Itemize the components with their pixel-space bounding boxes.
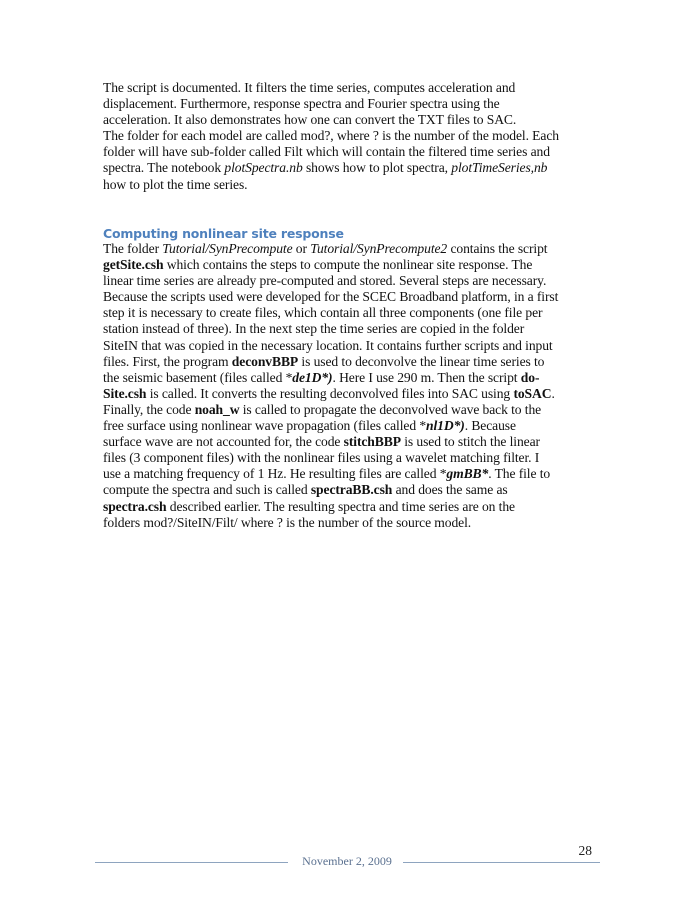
text-line: displacement. Furthermore, response spectra and Fourier spectra using the — [103, 96, 500, 112]
text-line — [103, 482, 603, 498]
text-run: described earlier. The resulting spectra and time series are on the — [166, 498, 515, 514]
text-line — [103, 370, 603, 386]
text-run: is used to deconvolve the linear time series to — [298, 353, 545, 369]
text-line — [103, 354, 603, 370]
text-line — [103, 402, 603, 418]
text-run: is called to propagate the deconvolved wave back to the — [239, 401, 542, 417]
text-line: linear time series are already pre-computed and stored. Several steps are necessary. — [103, 273, 547, 289]
text-run: or — [292, 241, 311, 256]
footer-rule-right — [403, 862, 600, 863]
text-line — [103, 434, 603, 450]
section-heading: Computing nonlinear site response — [103, 226, 344, 241]
text-line — [103, 241, 603, 257]
folder-path: Tutorial/SynPrecompute2 — [310, 241, 448, 256]
script-name: spectraBB.csh — [310, 482, 393, 498]
text-run: files. First, the program — [103, 353, 232, 369]
text-run: spectra. The notebook — [103, 160, 225, 176]
file-pattern: gmBB* — [446, 466, 489, 482]
text-run: surface wave are not accounted for, the code — [103, 434, 344, 450]
text-run: the seismic basement (files called * — [103, 369, 293, 385]
text-run: . The file to — [488, 466, 551, 482]
paragraph-nonlinear-site-response — [103, 241, 603, 531]
text-run: The folder — [103, 241, 163, 256]
file-pattern: nl1D*) — [426, 418, 465, 434]
text-line: station instead of three). In the next step the time series are copied in the folder — [103, 321, 525, 337]
text-run: and does the same as — [392, 482, 508, 498]
text-run: . Here I use 290 m. Then the script — [332, 369, 521, 385]
text-line: how to plot the time series. — [103, 176, 248, 192]
text-line: SiteIN that was copied in the necessary location. It contains further scripts and input — [103, 337, 553, 353]
script-name: do- — [520, 369, 540, 385]
text-line: The folder for each model are called mod?, where ? is the number of the model. Each — [103, 128, 559, 144]
script-name: getSite.csh — [103, 257, 164, 273]
script-name: Site.csh — [103, 385, 147, 401]
text-line — [103, 466, 603, 482]
text-run: is used to stitch the linear — [400, 434, 540, 450]
text-run: . Because — [464, 418, 516, 434]
text-run: . — [551, 385, 555, 401]
text-run: free surface using nonlinear wave propagation (files called * — [103, 418, 427, 434]
text-run: compute the spectra and such is called — [103, 482, 311, 498]
paragraph-script-description — [103, 80, 603, 193]
program-name: stitchBBP — [343, 434, 401, 450]
text-line — [103, 257, 603, 273]
footer-date: November 2, 2009 — [302, 854, 392, 868]
text-line — [103, 418, 603, 434]
text-run: use a matching frequency of 1 Hz. He resulting files are called * — [103, 466, 447, 482]
text-line: folders mod?/SiteIN/Filt/ where ? is the number of the source model. — [103, 514, 472, 530]
text-line: step it is necessary to create files, which contain all three components (one file per — [103, 305, 543, 321]
script-name: spectra.csh — [103, 498, 167, 514]
text-line: The script is documented. It filters the time series, computes acceleration and — [103, 80, 516, 95]
text-line: files (3 component files) with the nonlinear files using a wavelet matching filter. I — [103, 450, 540, 466]
program-name: toSAC — [513, 385, 552, 401]
text-run: which contains the steps to compute the nonlinear site response. The — [163, 257, 533, 273]
footer-rule-left — [95, 862, 288, 863]
text-line: folder will have sub-folder called Filt which will contain the filtered time series and — [103, 144, 550, 160]
page-footer — [95, 840, 600, 880]
file-pattern: de1D*) — [292, 369, 333, 385]
notebook-name-plottimeseries: plotTimeSeries,nb — [451, 160, 548, 176]
folder-path: Tutorial/SynPrecompute — [162, 241, 293, 256]
text-run: Finally, the code — [103, 401, 195, 417]
text-line: acceleration. It also demonstrates how one can convert the TXT files to SAC. — [103, 112, 517, 128]
text-line — [103, 160, 603, 176]
text-run: is called. It converts the resulting deconvolved files into SAC using — [146, 385, 514, 401]
text-line: Because the scripts used were developed for the SCEC Broadband platform, in a first — [103, 289, 559, 305]
notebook-name-plotspectra: plotSpectra.nb — [224, 160, 303, 176]
text-line — [103, 386, 603, 402]
page-number: 28 — [578, 843, 592, 858]
text-line — [103, 499, 603, 515]
program-name: noah_w — [194, 401, 240, 417]
program-name: deconvBBP — [231, 353, 299, 369]
text-run: shows how to plot spectra, — [302, 160, 452, 176]
text-run: contains the script — [447, 241, 548, 256]
